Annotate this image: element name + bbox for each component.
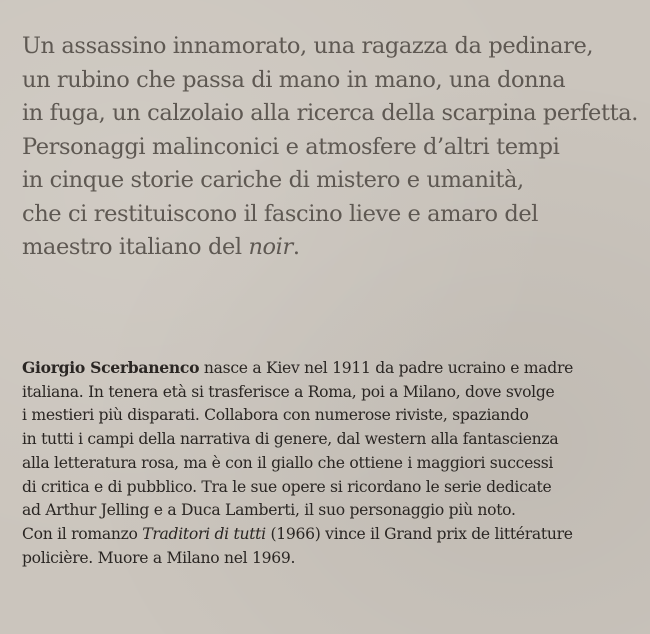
author-bio <box>22 356 642 570</box>
noir-word: noir <box>248 234 293 260</box>
blurb-line: Un assassino innamorato, una ragazza da pedinare, <box>22 33 594 59</box>
bio-novel-line <box>22 523 642 547</box>
book-blurb <box>22 30 642 265</box>
blurb-line: che ci restituiscono il fascino lieve e amaro del <box>22 200 539 227</box>
bio-line: ad Arthur Jelling e a Duca Lamberti, il suo personaggio più noto. <box>22 501 516 520</box>
bio-novel-line-start: Con il romanzo <box>22 524 143 543</box>
blurb-line: in fuga, un calzolaio alla ricerca della scarpina perfetta. <box>22 100 639 126</box>
blurb-line: un rubino che passa di mano in mano, una donna <box>22 66 566 93</box>
bio-line: italiana. In tenera età si trasferisce a Roma, poi a Milano, dove svolge <box>22 382 555 401</box>
author-name: Giorgio Scerbanenco <box>22 358 200 377</box>
bio-line: di critica e di pubblico. Tra le sue opere si ricordano le serie dedicate <box>22 477 552 496</box>
blurb-line: in cinque storie cariche di mistero e umanità, <box>22 167 524 193</box>
bio-line: i mestieri più disparati. Collabora con numerose riviste, spaziando <box>22 406 529 425</box>
bio-line: alla letteratura rosa, ma è con il giallo che ottiene i maggiori successi <box>22 453 554 472</box>
bio-first-line <box>22 356 642 381</box>
bio-first-line-rest: nasce a Kiev nel 1911 da padre ucraino e madre <box>199 359 574 377</box>
blurb-last-line <box>22 231 642 265</box>
bio-final-line: policière. Muore a Milano nel 1969. <box>22 548 296 567</box>
blurb-last-line-end: . <box>292 234 300 260</box>
novel-title: Traditori di tutti <box>142 524 266 543</box>
blurb-line: Personaggi malinconici e atmosfere d’altri tempi <box>22 133 560 160</box>
bio-novel-line-end: (1966) vince il Grand prix de littérature <box>265 524 573 543</box>
blurb-last-line-start: maestro italiano del <box>22 234 249 260</box>
bio-line: in tutti i campi della narrativa di genere, dal western alla fantascienza <box>22 430 559 449</box>
